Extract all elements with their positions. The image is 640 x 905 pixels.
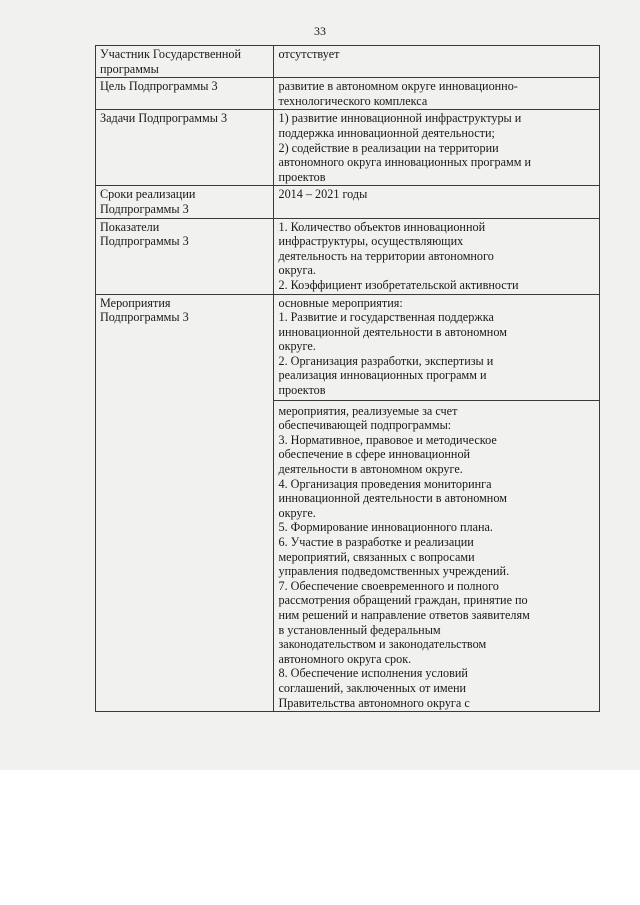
row-value-cell [274, 46, 600, 78]
row-value-cell [274, 110, 600, 186]
row-label: Показатели Подпрограммы 3 [100, 219, 189, 249]
row-value-continued: мероприятия, реализуемые за счет обеспечивающей подпрограммы: 3. Нормативное, правовое и методическое обеспечение в сфере инновационной деятельности в автономном округе. 4. Организация проведения мониторинга инновационной деятельности в автономном округе. 5. Формирование инновационного плана. 6. Участие в разработке и реализации мероприятий, связанных с вопросами управления подведомственных учреждений. 7. Обеспечение своевременного и полного рассмотрения обращений граждан, принятие по ним решений и направление ответов заявителям в установленный федеральным законодательством и законодательством автономного округа срок. 8. Обеспечение исполнения условий соглашений, заключенных от имени Правительства автономного округа с [278, 403, 530, 710]
table-row [96, 218, 600, 294]
row-value: развитие в автономном округе инновационно- технологического комплекса [278, 79, 518, 108]
row-label-cell [96, 110, 274, 186]
table-row [96, 186, 600, 218]
row-label: Цель Подпрограммы 3 [100, 79, 218, 94]
row-value: основные мероприятия: 1. Развитие и государственная поддержка инновационной деятельности в автономном округе. 2. Организация разработки, экспертизы и реализация инновационных программ и проектов [278, 295, 507, 398]
table-row [96, 110, 600, 186]
row-value: 1. Количество объектов инновационной инфраструктуры, осуществляющих деятельность на территории автономного округа. 2. Коэффициент изобретательской активности [278, 219, 519, 292]
row-label-cell [96, 78, 274, 110]
table-row [96, 78, 600, 110]
row-label: Мероприятия Подпрограммы 3 [100, 295, 189, 325]
page-number: 33 [314, 24, 326, 38]
row-label: Сроки реализации Подпрограммы 3 [100, 187, 196, 216]
row-label: Задачи Подпрограммы 3 [100, 111, 228, 126]
row-label-cell [96, 294, 274, 712]
row-value-cell [274, 186, 600, 218]
row-value: отсутствует [278, 47, 340, 61]
row-value: 1) развитие инновационной инфраструктуры и поддержка инновационной деятельности; 2) содействие в реализации на территории автономного округа инновационных программ и проектов [278, 111, 532, 184]
row-value-cell [274, 78, 600, 110]
row-label-cell [96, 46, 274, 78]
passport-table [95, 45, 600, 712]
row-value-cell [274, 294, 600, 712]
row-value-cell [274, 218, 600, 294]
row-label-cell [96, 218, 274, 294]
row-value: 2014 – 2021 годы [278, 187, 368, 202]
row-label-cell [96, 186, 274, 218]
table-row [96, 46, 600, 78]
blank-margin [0, 770, 640, 905]
row-label: Участник Государственной программы [100, 47, 242, 76]
inner-divider [274, 400, 599, 401]
table-row [96, 294, 600, 712]
